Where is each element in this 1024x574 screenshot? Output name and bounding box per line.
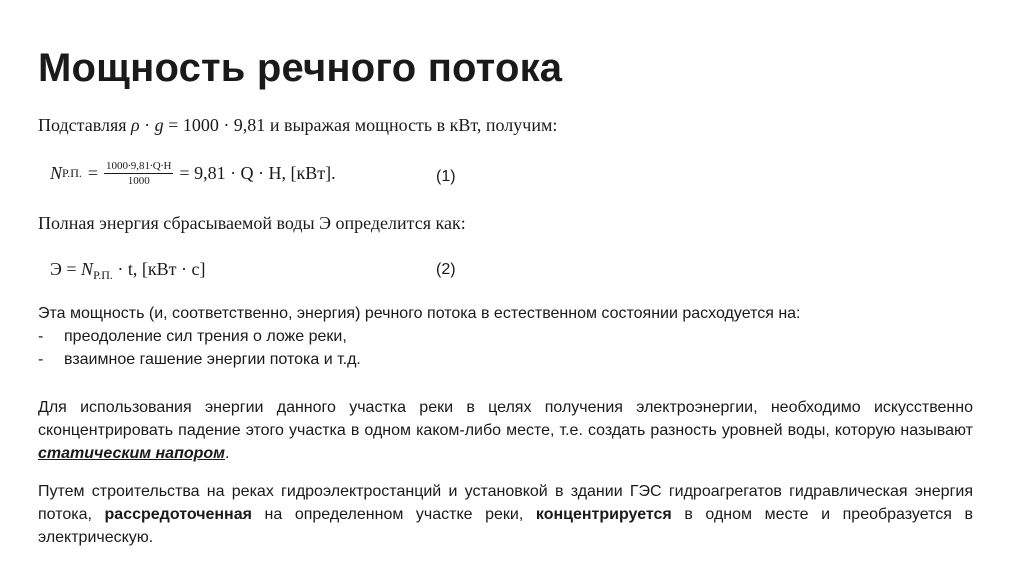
list-item: - взаимное гашение энергии потока и т.д. [38,351,361,368]
power-symbol: N [50,163,63,183]
equation-number-2: (2) [436,261,456,278]
intro-formula: 1000 · 9,81 [182,115,266,135]
power-fraction [104,160,173,187]
power-result: 9,81 · Q · H, [кВт]. [194,163,336,183]
static-head-term: статическим напором [38,445,225,462]
slide-title: Мощность речного потока [38,46,563,90]
energy-power-symbol: N [81,259,94,279]
power-subscript: Р.П. [62,166,82,180]
intro-text-after: и выражая мощность в кВт, получим: [269,115,558,135]
consumption-list [38,325,361,371]
fraction-numerator: 1000∙9,81∙Q∙H [106,160,172,172]
intro-text-before: Подставляя [38,115,127,135]
concentrated-term: концентрируется [535,506,672,523]
paragraph-hydro: Путем строительства на реках гидроэлектростанций и установкой в здании ГЭС гидроагрегатов гидравлическая энергия потока, рассредоточенная на определенном участке реки, концентрируется в одном месте и преобразуется в электрическую. [38,483,973,546]
formula-power: N Р.П. = $\frac{1000\cdot 9,81\cdot Q\cdot H}{1000}$ = 9,81 · Q · H, [кВт]. [50,160,336,187]
paragraph-consumption: Эта мощность (и, соответственно, энергия) речного потока в естественном состоянии расходуется на: [38,305,801,322]
dispersed-term: рассредоточенная [104,506,252,523]
equation-number-1: (1) [436,168,456,185]
intro-line: Подставляя ρ · g = 1000 · 9,81 и выражая мощность в кВт, получим: [38,115,558,135]
fraction-denominator: 1000 [127,175,150,187]
list-item: - преодоление сил трения о ложе реки, [38,328,347,345]
formula-energy: $Э = N_{Р.П.} \cdot t$, [кВт · с] [50,259,206,282]
paragraph-head-text: Для использования энергии данного участка реки в целях получения электроэнергии, необходимо искусственно сконцентрировать падение этого участка в одном каком-либо месте, т.е. создать разность уровней воды, которую называют [38,399,973,439]
paragraph-head: Для использования энергии данного участка реки в целях получения электроэнергии, необходимо искусственно сконцентрировать падение этого участка в одном каком-либо месте, т.е. создать разность уровней воды, которую называют статическим напором. [38,399,973,462]
rho-g-symbol: ρ [131,115,140,135]
energy-formula-rest: · t, [кВт · с] [117,259,206,279]
energy-text: Полная энергия сбрасываемой воды Э определится как: [38,213,466,233]
